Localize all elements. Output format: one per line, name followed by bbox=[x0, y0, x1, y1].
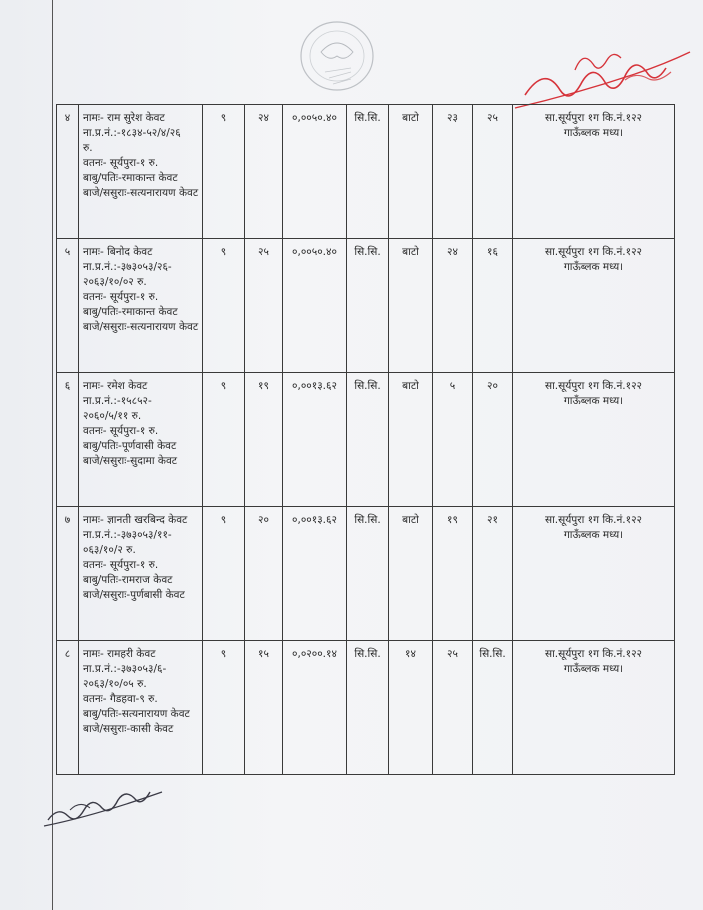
table-body bbox=[57, 105, 675, 775]
owner-details-cell bbox=[79, 105, 203, 239]
owner-name: नामः- बिनोद केवट bbox=[83, 246, 153, 258]
area-cell: ०,००१३.६२ bbox=[283, 507, 347, 641]
remarks-line-2: गाऊँब्लक मध्य। bbox=[563, 529, 624, 541]
grandfather-name: बाजे/ससुराः-सत्यनारायण केवट bbox=[83, 321, 199, 333]
grandfather-name: बाजे/ससुराः-सत्यनारायण केवट bbox=[83, 187, 199, 199]
remarks-line-1: सा.सूर्यपुरा १ग कि.नं.१२२ bbox=[544, 514, 643, 526]
office-seal-icon bbox=[285, 12, 395, 108]
area-cell: ०,००१३.६२ bbox=[283, 373, 347, 507]
serial-number-cell: ४ bbox=[57, 105, 79, 239]
serial-number-cell: ६ bbox=[57, 373, 79, 507]
kitta-cell: २५ bbox=[245, 239, 283, 373]
boundary-west-cell: बाटो bbox=[389, 507, 433, 641]
citizenship-number-cont: २०६३/१०/०२ रु. bbox=[83, 276, 147, 288]
ward-cell: ९ bbox=[203, 373, 245, 507]
boundary-south-cell: २१ bbox=[473, 507, 513, 641]
remarks-line-2: गाऊँब्लक मध्य। bbox=[563, 395, 624, 407]
owner-details-cell bbox=[79, 373, 203, 507]
remarks-line-1: सा.सूर्यपुरा १ग कि.नं.१२२ bbox=[544, 246, 643, 258]
serial-number-cell: ७ bbox=[57, 507, 79, 641]
father-name: बाबु/पतिः-रमाकान्त केवट bbox=[83, 172, 178, 184]
signature-bottom-left bbox=[40, 780, 170, 830]
owner-address: वतनः- सूर्यपुरा-१ रु. bbox=[83, 157, 159, 169]
binding-margin-line bbox=[52, 0, 53, 910]
remarks-cell bbox=[513, 373, 675, 507]
remarks-line-1: सा.सूर्यपुरा १ग कि.नं.१२२ bbox=[544, 380, 643, 392]
remarks-cell bbox=[513, 105, 675, 239]
grandfather-name: बाजे/ससुराः-पुर्णबासी केवट bbox=[83, 589, 185, 601]
citizenship-number: ना.प्र.नं.:-१५८५२- bbox=[83, 395, 152, 407]
owner-name: नामः- राम सुरेश केवट bbox=[83, 112, 165, 124]
remarks-line-1: सा.सूर्यपुरा १ग कि.नं.१२२ bbox=[544, 648, 643, 660]
owner-address: वतनः- सूर्यपुरा-१ रु. bbox=[83, 559, 159, 571]
citizenship-number: ना.प्र.नं.:-३७३०५३/११- bbox=[83, 529, 172, 541]
area-cell: ०,००५०.४० bbox=[283, 239, 347, 373]
boundary-south-cell: १६ bbox=[473, 239, 513, 373]
kitta-cell: २० bbox=[245, 507, 283, 641]
remarks-cell bbox=[513, 641, 675, 775]
citizenship-number: ना.प्र.नं.:-३७३०५३/२६- bbox=[83, 261, 172, 273]
boundary-west-cell: बाटो bbox=[389, 239, 433, 373]
father-name: बाबु/पतिः-रामराज केवट bbox=[83, 574, 173, 586]
boundary-north-cell: ५ bbox=[433, 373, 473, 507]
boundary-north-cell: २३ bbox=[433, 105, 473, 239]
table-row bbox=[57, 373, 675, 507]
boundary-south-cell: २० bbox=[473, 373, 513, 507]
grandfather-name: बाजे/ससुराः-सुदामा केवट bbox=[83, 455, 178, 467]
table-row bbox=[57, 239, 675, 373]
boundary-north-cell: १९ bbox=[433, 507, 473, 641]
table-row bbox=[57, 507, 675, 641]
ward-cell: ९ bbox=[203, 105, 245, 239]
boundary-west-cell: बाटो bbox=[389, 373, 433, 507]
ward-cell: ९ bbox=[203, 507, 245, 641]
boundary-east-cell: सि.सि. bbox=[347, 507, 389, 641]
grandfather-name: बाजे/ससुराः-कासी केवट bbox=[83, 723, 174, 735]
citizenship-number: ना.प्र.नं.:-१८३४-५२/४/२६ bbox=[83, 127, 181, 139]
citizenship-number-cont: ०६३/१०/२ रु. bbox=[83, 544, 136, 556]
boundary-east-cell: सि.सि. bbox=[347, 105, 389, 239]
serial-number-cell: ८ bbox=[57, 641, 79, 775]
owner-name: नामः- रामहरी केवट bbox=[83, 648, 156, 660]
boundary-east-cell: सि.सि. bbox=[347, 239, 389, 373]
owner-details-cell bbox=[79, 507, 203, 641]
remarks-line-2: गाऊँब्लक मध्य। bbox=[563, 127, 624, 139]
remarks-line-1: सा.सूर्यपुरा १ग कि.नं.१२२ bbox=[544, 112, 643, 124]
kitta-cell: १९ bbox=[245, 373, 283, 507]
boundary-north-cell: २५ bbox=[433, 641, 473, 775]
kitta-cell: १५ bbox=[245, 641, 283, 775]
table-row bbox=[57, 105, 675, 239]
land-records-table bbox=[56, 104, 675, 775]
citizenship-number-cont: रु. bbox=[83, 142, 93, 154]
kitta-cell: २४ bbox=[245, 105, 283, 239]
boundary-south-cell: २५ bbox=[473, 105, 513, 239]
owner-address: वतनः- गैडहवा-९ रु. bbox=[83, 693, 158, 705]
remarks-line-2: गाऊँब्लक मध्य। bbox=[563, 261, 624, 273]
citizenship-number-cont: २०६०/५/११ रु. bbox=[83, 410, 142, 422]
boundary-east-cell: सि.सि. bbox=[347, 373, 389, 507]
ward-cell: ९ bbox=[203, 239, 245, 373]
boundary-east-cell: सि.सि. bbox=[347, 641, 389, 775]
remarks-cell bbox=[513, 507, 675, 641]
boundary-west-cell: १४ bbox=[389, 641, 433, 775]
table-row bbox=[57, 641, 675, 775]
citizenship-number-cont: २०६३/१०/०५ रु. bbox=[83, 678, 147, 690]
owner-address: वतनः- सूर्यपुरा-१ रु. bbox=[83, 425, 159, 437]
owner-name: नामः- रमेश केवट bbox=[83, 380, 148, 392]
boundary-west-cell: बाटो bbox=[389, 105, 433, 239]
father-name: बाबु/पतिः-सत्यनारायण केवट bbox=[83, 708, 190, 720]
remarks-line-2: गाऊँब्लक मध्य। bbox=[563, 663, 624, 675]
remarks-cell bbox=[513, 239, 675, 373]
ward-cell: ९ bbox=[203, 641, 245, 775]
area-cell: ०,००५०.४० bbox=[283, 105, 347, 239]
citizenship-number: ना.प्र.नं.:-३७३०५३/६- bbox=[83, 663, 167, 675]
father-name: बाबु/पतिः-रमाकान्त केवट bbox=[83, 306, 178, 318]
boundary-south-cell: सि.सि. bbox=[473, 641, 513, 775]
owner-name: नामः- ज्ञानती खरबिन्द केवट bbox=[83, 514, 188, 526]
father-name: बाबु/पतिः-पूर्णवासी केवट bbox=[83, 440, 177, 452]
boundary-north-cell: २४ bbox=[433, 239, 473, 373]
area-cell: ०,०२००.१४ bbox=[283, 641, 347, 775]
owner-details-cell bbox=[79, 641, 203, 775]
owner-details-cell bbox=[79, 239, 203, 373]
serial-number-cell: ५ bbox=[57, 239, 79, 373]
owner-address: वतनः- सूर्यपुरा-१ रु. bbox=[83, 291, 159, 303]
